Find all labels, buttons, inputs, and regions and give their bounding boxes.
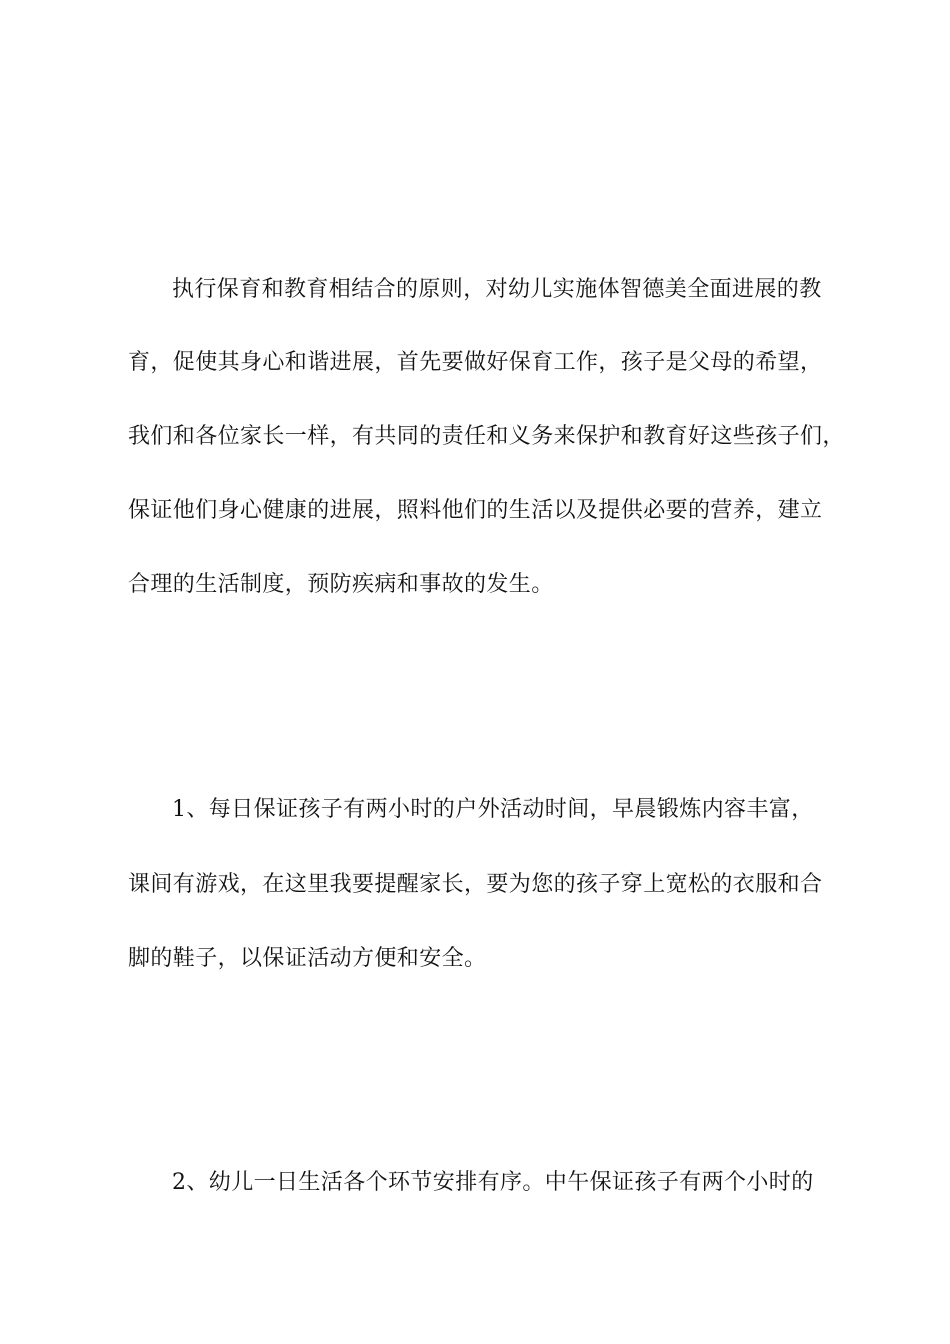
paragraph-line: 执行保育和教育相结合的原则，对幼儿实施体智德美全面进展的教: [172, 277, 822, 302]
paragraph-line: 2、幼儿一日生活各个环节安排有序。中午保证孩子有两个小时的: [172, 1170, 814, 1195]
paragraph-line: 脚的鞋子，以保证活动方便和安全。: [128, 946, 487, 971]
paragraph-line: 合理的生活制度，预防疾病和事故的发生。: [128, 572, 554, 597]
paragraph-line: 育，促使其身心和谐进展，首先要做好保育工作，孩子是父母的希望，: [128, 350, 823, 375]
paragraph-line: 保证他们身心健康的进展，照料他们的生活以及提供必要的营养，建立: [128, 498, 823, 523]
paragraph-line: 1、每日保证孩子有两小时的户外活动时间，早晨锻炼内容丰富，: [172, 797, 814, 822]
paragraph-line: 课间有游戏，在这里我要提醒家长，要为您的孩子穿上宽松的衣服和合: [128, 872, 823, 897]
paragraph-line: 我们和各位家长一样，有共同的责任和义务来保护和教育好这些孩子们，: [128, 424, 845, 449]
